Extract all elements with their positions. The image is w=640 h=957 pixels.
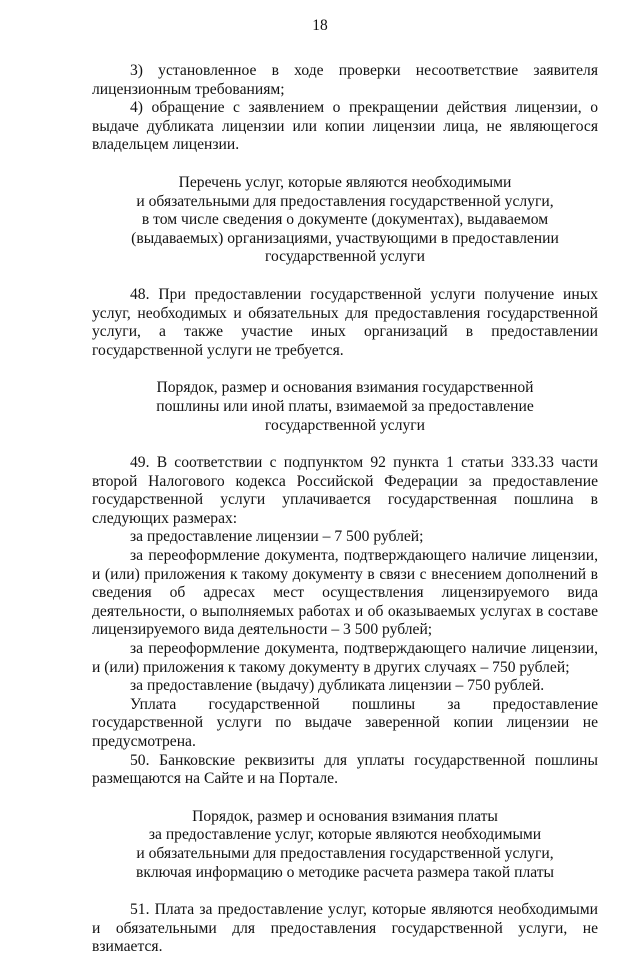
- heading-line: государственной услуги: [264, 248, 426, 266]
- heading-line: в том числе сведения о документе (документах), выдаваемом: [141, 211, 549, 229]
- paragraph-48: 48. При предоставлении государственной услуги получение иных услуг, необходимых и обязательных для предоставления государственной услуги, а также участие иных организаций в предоставлении государственной услуги не требуется.: [92, 285, 598, 359]
- fee-item-reissue-other: за переоформление документа, подтверждающего наличие лицензии, и (или) приложения к такому документу в других случаях – 750 рублей;: [92, 640, 598, 676]
- heading-line: пошлины или иной платы, взимаемой за предоставление: [156, 397, 534, 415]
- heading-line: и обязательными для предоставления государственной услуги,: [136, 192, 554, 210]
- paragraph-copy-fee: Уплата государственной пошлины за предоставление государственной услуги по выдаче заверенной копии лицензии не предусмотрена.: [92, 695, 598, 750]
- paragraph-item-4: 4) обращение с заявлением о прекращении действия лицензии, о выдаче дубликата лицензии или копии лицензии лица, не являющегося владельцем лицензии.: [92, 99, 598, 154]
- heading-line: государственной услуги: [264, 416, 426, 434]
- heading-line: Порядок, размер и основания взимания платы: [192, 807, 498, 825]
- paragraph-51: 51. Плата за предоставление услуг, которые являются необходимыми и обязательными для предоставления государственной услуги, не взимается.: [92, 901, 598, 956]
- heading-line: Порядок, размер и основания взимания государственной: [156, 379, 534, 397]
- heading-line: за предоставление услуг, которые являются необходимыми: [148, 826, 542, 844]
- section-heading-state-duty: [92, 379, 598, 435]
- heading-line: (выдаваемых) организациями, участвующими в предоставлении: [131, 229, 559, 247]
- fee-item-duplicate: за предоставление (выдачу) дубликата лицензии – 750 рублей.: [130, 677, 545, 695]
- page-number: 18: [312, 17, 328, 34]
- document-body: [92, 62, 598, 957]
- paragraph-item-3: 3) установленное в ходе проверки несоответствие заявителя лицензионным требованиям;: [92, 62, 598, 98]
- paragraph-49: 49. В соответствии с подпунктом 92 пункта 1 статьи 333.33 части второй Налогового кодекса Российской Федерации за предоставление государственной услуги уплачивается государственная пошлина в следующих размерах:: [92, 454, 598, 527]
- heading-line: Перечень услуг, которые являются необходимыми: [178, 173, 512, 191]
- fee-item-reissue-additions: за переоформление документа, подтверждающего наличие лицензии, и (или) приложения к такому документу в связи с внесением дополнений в сведения об адресах мест осуществления лицензируемого вида деятельности, о выполняемых работах и об оказываемых услугах в составе лицензируемого вида деятельности – 3 500 рублей;: [92, 547, 598, 639]
- section-heading-fees: [92, 808, 598, 882]
- heading-line: включая информацию о методике расчета размера такой платы: [135, 863, 555, 881]
- section-heading-services: [92, 174, 598, 267]
- fee-item-license: за предоставление лицензии – 7 500 рублей;: [130, 528, 424, 546]
- paragraph-50: 50. Банковские реквизиты для уплаты государственной пошлины размещаются на Сайте и на Портале.: [92, 751, 598, 788]
- heading-line: и обязательными для предоставления государственной услуги,: [136, 844, 554, 862]
